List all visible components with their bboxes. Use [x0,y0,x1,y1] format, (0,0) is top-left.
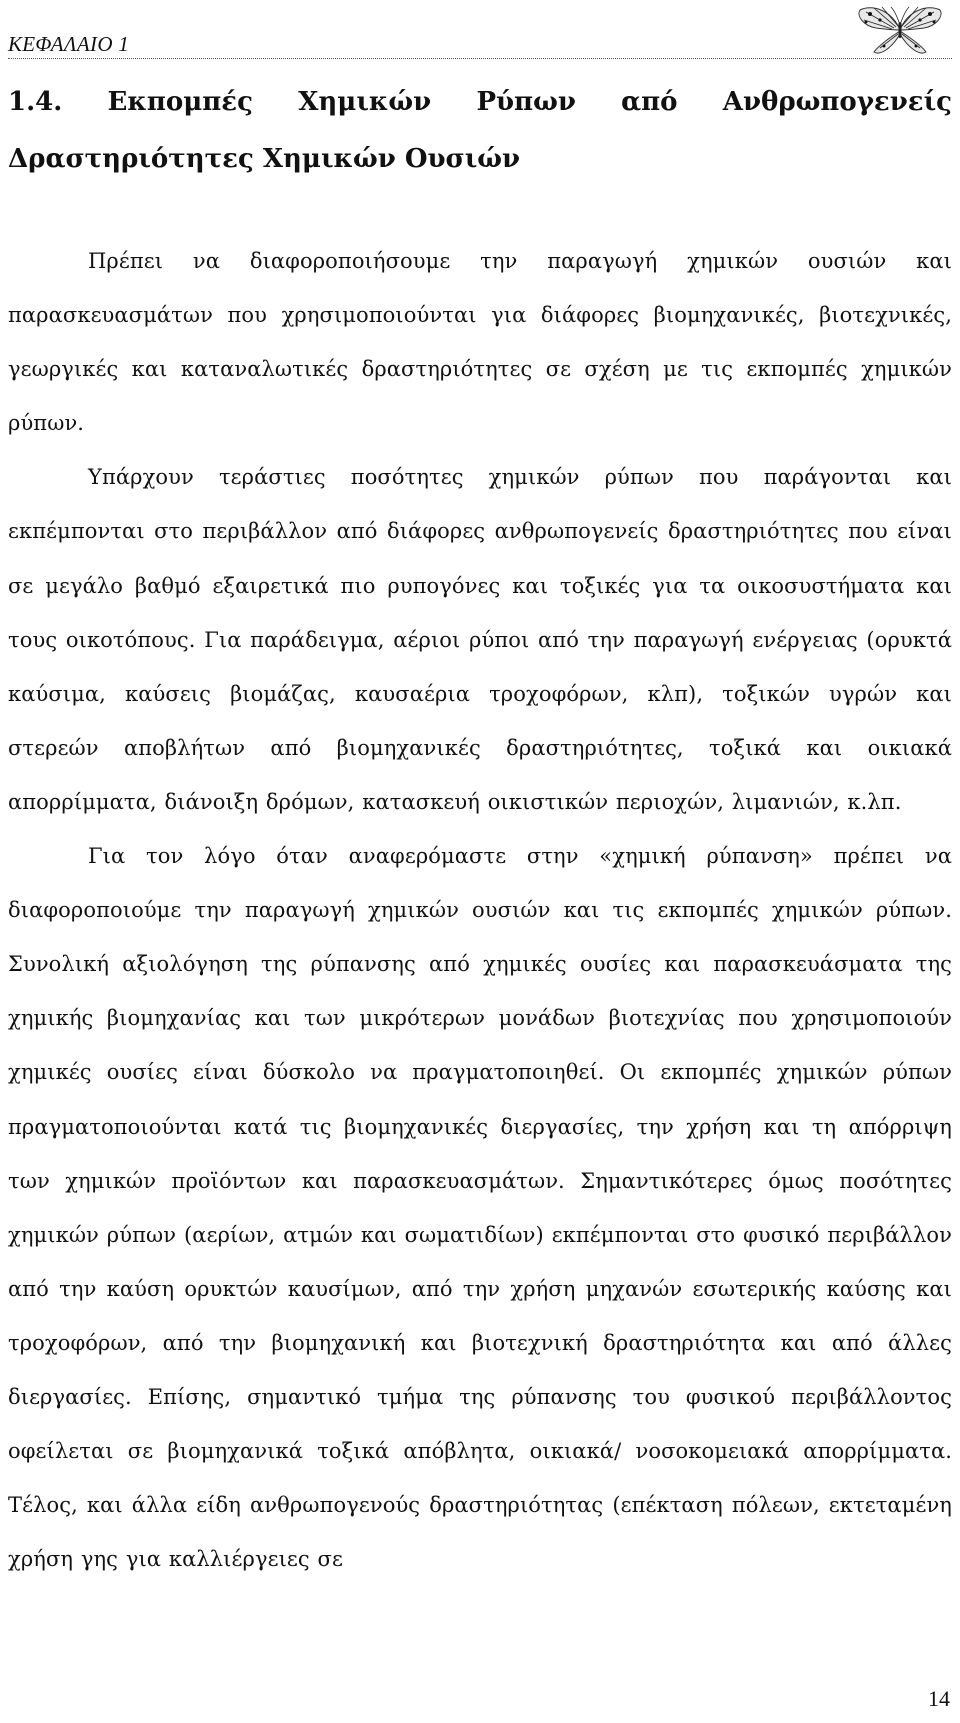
body-text [8,234,952,1586]
paragraph: Για τον λόγο όταν αναφερόμαστε στην «χημική ρύπανση» πρέπει να διαφοροποιούμε την παραγωγή χημικών ουσιών και τις εκπομπές χημικών ρύπων. Συνολική αξιολόγηση της ρύπανσης από χημικές ουσίες και παρασκευάσματα της χημικής βιομηχανίας και των μικρότερων μονάδων βιοτεχνίας που χρησιμοποιούν χημικές ουσίες είναι δύσκολο να πραγματοποιηθεί. Οι εκπομπές χημικών ρύπων πραγματοποιούνται κατά τις βιομηχανικές διεργασίες, την χρήση και τη απόρριψη των χημικών προϊόντων και παρασκευασμάτων. Σημαντικότερες όμως ποσότητες χημικών ρύπων (αερίων, ατμών και σωματιδίων) εκπέμπονται στο φυσικό περιβάλλον από την καύση ορυκτών καυσίμων, από την χρήση μηχανών εσωτερικής καύσης και τροχοφόρων, από την βιομηχανική και βιοτεχνική δραστηριότητα και από άλλες διεργασίες. Επίσης, σημαντικό τμήμα της ρύπανσης του φυσικού περιβάλλοντος οφείλεται σε βιομηχανικά τοξικά απόβλητα, οικιακά/ νοσοκομειακά απορρίμματα. Τέλος, και άλλα είδη ανθρωπογενούς δραστηριότητας (επέκταση πόλεων, εκτεταμένη χρήση γης για καλλιέργειες σε [8,844,952,1572]
paragraph: Πρέπει να διαφοροποιήσουμε την παραγωγή χημικών ουσιών και παρασκευασμάτων που χρησιμοποιούνται για διάφορες βιομηχανικές, βιοτεχνικές, γεωργικές και καταναλωτικές δραστηριότητες σε σχέση με τις εκπομπές χημικών ρύπων. [8,249,952,436]
chapter-label: ΚΕΦΑΛΑΙΟ 1 [8,32,130,56]
butterfly-icon [854,2,946,58]
page-header [8,30,952,59]
paragraph: Υπάρχουν τεράστιες ποσότητες χημικών ρύπων που παράγονται και εκπέμπονται στο περιβάλλον από διάφορες ανθρωπογενείς δραστηριότητες που είναι σε μεγάλο βαθμό εξαιρετικά πιο ρυπογόνες και τοξικές για τα οικοσυστήματα και τους οικοτόπους. Για παράδειγμα, αέριοι ρύποι από την παραγωγή ενέργειας (ορυκτά καύσιμα, καύσεις βιομάζας, καυσαέρια τροχοφόρων, κλπ), τοξικών υγρών και στερεών αποβλήτων από βιομηχανικές δραστηριότητες, τοξικά και οικιακά απορρίμματα, διάνοιξη δρόμων, κατασκευή οικιστικών περιοχών, λιμανιών, κ.λπ. [8,465,952,814]
section-heading: 1.4. Εκπομπές Χημικών Ρύπων από Ανθρωπογενείς Δραστηριότητες Χημικών Ουσιών [8,87,952,174]
page-number: 14 [928,1686,950,1711]
